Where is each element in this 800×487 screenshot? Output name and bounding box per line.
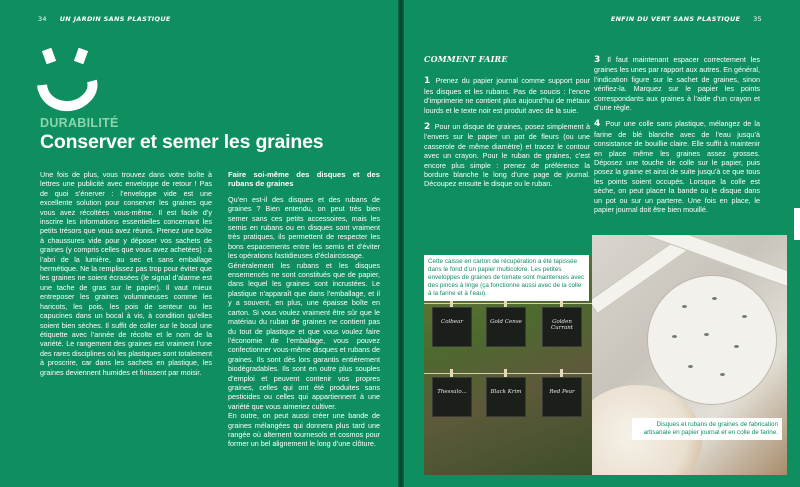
step-3-number: 3 — [594, 55, 601, 65]
how-to-heading: COMMENT FAIRE — [424, 54, 508, 64]
step-3-text: Il faut maintenant espacer correctement les graines les unes par rapport aux autres. En général, l’indication figure sur le sachet de graines, sinon vérifiez-la. Marquez sur le papier les points correspondants aux graines à l’aide d’un crayon et d’une règle. — [594, 55, 760, 113]
smiley-seed-icon — [30, 45, 102, 117]
step-2 — [424, 122, 590, 189]
seed-tape-subhead: Faire soi-même des disques et des rubans de graines — [228, 170, 380, 189]
seed-tape-paragraph-3: En outre, on peut aussi créer une bande de graines mélangées qui donnera plus tard une rangée où alternent tournesols et cosmos pour former un bel alignement le long d’une clôture. — [228, 411, 380, 449]
seed-envelope-label: Golden Currant — [550, 319, 574, 331]
right-running-header — [611, 15, 762, 23]
caption-seed-discs: Disques et rubans de graines de fabrication artisanale en papier journal et en colle de farine. — [632, 418, 782, 440]
how-to-column-left — [424, 55, 590, 196]
seed — [672, 335, 677, 338]
seed — [742, 315, 747, 318]
seed — [688, 365, 693, 368]
seed-envelope-label: Thessalo... — [437, 389, 467, 395]
seed — [704, 333, 709, 336]
seed — [712, 297, 717, 300]
step-1-number: 1 — [424, 76, 431, 87]
page-title: Conserver et semer les graines — [40, 131, 324, 153]
seed-envelope — [542, 307, 582, 347]
seed-tape-column — [228, 170, 380, 449]
step-3 — [594, 55, 760, 112]
step-1-text: Prenez du papier journal comme support pour les disques et les rubans. Pas de soucis : l’encre d’imprimerie ne contient plus aujourd’hui de métaux lourds et le texte noir est produit avec de la suie. — [424, 76, 590, 115]
seed-tape-paragraph-2: Généralement les rubans et les disques ensemencés ne sont constitués que de papier, dans lequel les graines sont incrustées. Le plastique n’apparaît que dans l’emballage, et il y a souvent, en plus, une épaisse boîte en carton. Si vous voulez vraiment être sûr que le matériau du ruban de graines ne contient pas du tout de plastique et que vous voulez faire l’économie de l’emballage, vous pouvez confectionner vous-même disques et rubans de graines. Ils sont dès lors garantis entièrement biodégradables. Ils sont en outre plus souples d’emploi et peuvent contenir vos propres graines, celles qui ont été produites sans pesticides ou celles qui appartiennent à une variété que vous aimeriez cultiver. — [228, 260, 380, 411]
seed-disc — [647, 275, 777, 405]
seed — [734, 345, 739, 348]
seed-envelope — [432, 307, 472, 347]
seed-envelope-label: Gold Cense — [490, 319, 522, 325]
seed-envelope — [542, 377, 582, 417]
intro-column — [40, 170, 212, 377]
step-4-number: 4 — [594, 119, 601, 130]
step-2-number: 2 — [424, 122, 431, 133]
seed-envelope-label: Colbear — [441, 319, 463, 325]
seed — [720, 373, 725, 376]
seed-tape-paragraph-1: Qu’en est-il des disques et des rubans de graines ? Bien entendu, on peut très bien semer sans ces petits accessoires, mais les semis en rubans ou en disques sont vraiment très pratiques, ils permettent de respecter les bons espacements entre les semis et d’éviter les opérations fastidieuses d’éclaircissage. — [228, 194, 380, 261]
how-to-column-right — [594, 55, 760, 222]
seed-envelope-label: Red Pear — [549, 389, 575, 395]
step-2-text: Pour un disque de graines, posez simplement à l’envers sur le papier un pot de fleurs (ou une casserole de même diamètre) et tracez le contour avec un crayon. Pour le ruban de graines, c’est encore plus simple : prenez de préférence la bordure blanche le long d’une page de journal. Découpez ensuite le disque ou le ruban. — [424, 122, 591, 189]
left-running-header — [38, 15, 171, 23]
seed — [682, 305, 687, 308]
step-1 — [424, 76, 590, 115]
step-4-text: Pour une colle sans plastique, mélangez de la farine de blé blanche avec de l’eau jusqu’à consistance de bouillie claire. Elle suffit à maintenir en place même les graines assez grosses. Déposez une touche de colle sur le papier, puis posez la graine et ainsi de suite jusqu’à ce que tous les points soient occupés. Lorsque la colle est sèche, on peut placer la bande ou le disque dans un pot ou sur un parterre. Une fois en place, le papier journal doit être bien mouillé. — [594, 119, 761, 215]
seed-envelope — [432, 377, 472, 417]
right-page-number: 35 — [753, 15, 762, 23]
seed-envelope — [486, 377, 526, 417]
caption-seed-envelopes: Cette caisse en carton de récupération a été tapissée dans le fond d’un papier multicolore. Les petites enveloppes de graines de tomate sont maintenues avec des pinces à linge (ça fonctionne aussi avec de la colle à la farine et à l’eau). — [424, 255, 589, 301]
right-running-title: ENFIN DU VERT SANS PLASTIQUE — [610, 15, 741, 23]
left-page-number: 34 — [38, 15, 47, 23]
seed-envelope-label: Black Krim — [490, 389, 522, 395]
left-page — [0, 0, 398, 487]
intro-paragraph: Une fois de plus, vous trouvez dans votre boîte à lettres une publicité avec enveloppe de retour ! Pas de quoi s’énerver : l’enveloppe vide est une excellente solution pour conserver les graines que vous avez récoltées vous-même. Il est facile d’y inscrire les informations essentielles concernant les petits trésors que vous avez réunis. Prenez une boîte à chaussures vide pour y déposer vos sachets de graines (y compris celles que vous avez achetées) : à l’abri de la lumière, au sec et sans emballage hermétique. Ne la remplissez pas trop pour éviter que les graines ne soient écrasées (le signal d’alarme est une tache de gras sur le papier). Il vaut mieux entreposer les graines volumineuses comme les haricots, les pois, les pois de senteur ou les capucines dans un bocal à vis, à condition qu’elles soient bien sèches. Il suffit de coller sur le bocal une étiquette avec l’année de récolte et le nom de la variété. Le rangement des graines est vraiment l’une des rares disciplines où les plastiques sont totalement à proscrire, car dans les sachets en plastique, les graines deviennent humides et finissent par moisir. — [40, 170, 212, 377]
left-running-title: UN JARDIN SANS PLASTIQUE — [59, 15, 171, 23]
section-label: DURABILITÉ — [40, 116, 119, 130]
seed-envelope — [486, 307, 526, 347]
step-4 — [594, 119, 760, 214]
page-tab-marker — [794, 208, 800, 240]
right-page — [404, 0, 800, 487]
